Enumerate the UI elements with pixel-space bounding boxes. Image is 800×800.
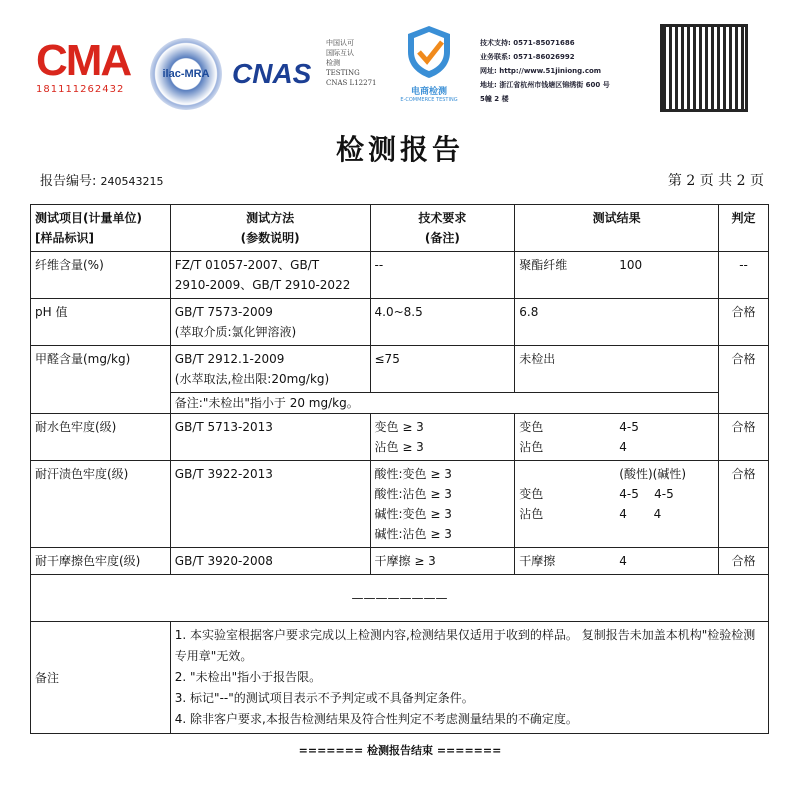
verdict: 合格: [719, 548, 769, 575]
report-number: 报告编号: 240543215: [40, 174, 164, 189]
verdict: 合格: [719, 299, 769, 346]
cma-logo: CMA 181111262432: [36, 36, 131, 95]
test-result: 干摩擦 4: [515, 548, 719, 575]
test-result: 变色 4-5 沾色 4: [515, 414, 719, 461]
row-note: 备注:"未检出"指小于 20 mg/kg。: [170, 393, 718, 414]
separator: ————————: [31, 575, 769, 622]
contact-info: 技术支持: 0571-85071686 业务联系: 0571-86026992 网址: http://www.51jiniong.com 地址: 浙江省杭州市钱塘区锦绣街 600 号 5幢 2 楼: [480, 39, 610, 103]
column-header: 判定: [719, 205, 769, 252]
table-row: [31, 461, 769, 548]
test-method: GB/T 3920-2008: [170, 548, 370, 575]
remarks-list: 1. 本实验室根据客户要求完成以上检测内容,检测结果仅适用于收到的样品。 复制报告未加盖本机构"检验检测专用章"无效。 2. "未检出"指小于报告限。 3. 标记"--"的测试项目表示不予判定或不具备判定条件。 4. 除非客户要求,本报告检测结果及符合性判定不考虑测量结果的不确定度。: [170, 622, 768, 734]
report-end: ======= 检测报告结束 =======: [298, 744, 502, 757]
verdict: --: [719, 252, 769, 299]
test-item: 耐汗渍色牢度(级): [31, 461, 171, 548]
test-item: 耐水色牢度(级): [31, 414, 171, 461]
test-method: GB/T 7573-2009 (萃取介质:氯化钾溶液): [170, 299, 370, 346]
ecommerce-testing-logo: 电商检测 E-COMMERCE TESTING: [392, 24, 466, 103]
ilac-mra-logo: ilac-MRA: [150, 38, 222, 110]
requirement: 变色 ≥ 3 沾色 ≥ 3: [370, 414, 515, 461]
table-row: [31, 252, 769, 299]
test-result: 聚酯纤维 100: [515, 252, 719, 299]
shield-check-icon: [404, 24, 454, 80]
remarks-label: 备注: [31, 622, 171, 734]
remarks-row: [31, 622, 769, 734]
test-method: GB/T 5713-2013: [170, 414, 370, 461]
column-header: 测试结果: [515, 205, 719, 252]
test-result: 未检出: [515, 346, 719, 393]
test-result: 6.8: [515, 299, 719, 346]
test-method: FZ/T 01057-2007、GB/T 2910-2009、GB/T 2910-2022: [170, 252, 370, 299]
column-header: 测试方法 (参数说明): [170, 205, 370, 252]
table-row: [31, 346, 769, 393]
requirement: 干摩擦 ≥ 3: [370, 548, 515, 575]
table-row: [31, 299, 769, 346]
verdict: 合格: [719, 461, 769, 548]
column-header: 测试项目(计量单位) [样品标识]: [31, 205, 171, 252]
page-title: 检测报告: [335, 133, 464, 166]
test-method: GB/T 3922-2013: [170, 461, 370, 548]
qr-code: [660, 24, 748, 112]
results-table: [30, 204, 769, 734]
requirement: 酸性:变色 ≥ 3 酸性:沾色 ≥ 3 碱性:变色 ≥ 3 碱性:沾色 ≥ 3: [370, 461, 515, 548]
test-item: 甲醛含量(mg/kg): [31, 346, 171, 414]
test-result: (酸性)(碱性) 变色 4-5 4-5 沾色 4 4: [515, 461, 719, 548]
verdict: 合格: [719, 414, 769, 461]
test-item: 纤维含量(%): [31, 252, 171, 299]
table-row: [31, 414, 769, 461]
test-item: pH 值: [31, 299, 171, 346]
test-method: GB/T 2912.1-2009 (水萃取法,检出限:20mg/kg): [170, 346, 370, 393]
cnas-text: 中国认可 国际互认 检测 TESTING CNAS L12271: [326, 39, 377, 87]
test-item: 耐干摩擦色牢度(级): [31, 548, 171, 575]
requirement: ≤75: [370, 346, 515, 393]
cnas-logo: CNAS: [232, 58, 312, 89]
page-info: 第 2 页 共 2 页: [667, 173, 764, 189]
column-header: 技术要求 (备注): [370, 205, 515, 252]
verdict: 合格: [719, 346, 769, 414]
requirement: 4.0~8.5: [370, 299, 515, 346]
requirement: --: [370, 252, 515, 299]
table-header: [31, 205, 769, 252]
table-row: [31, 548, 769, 575]
